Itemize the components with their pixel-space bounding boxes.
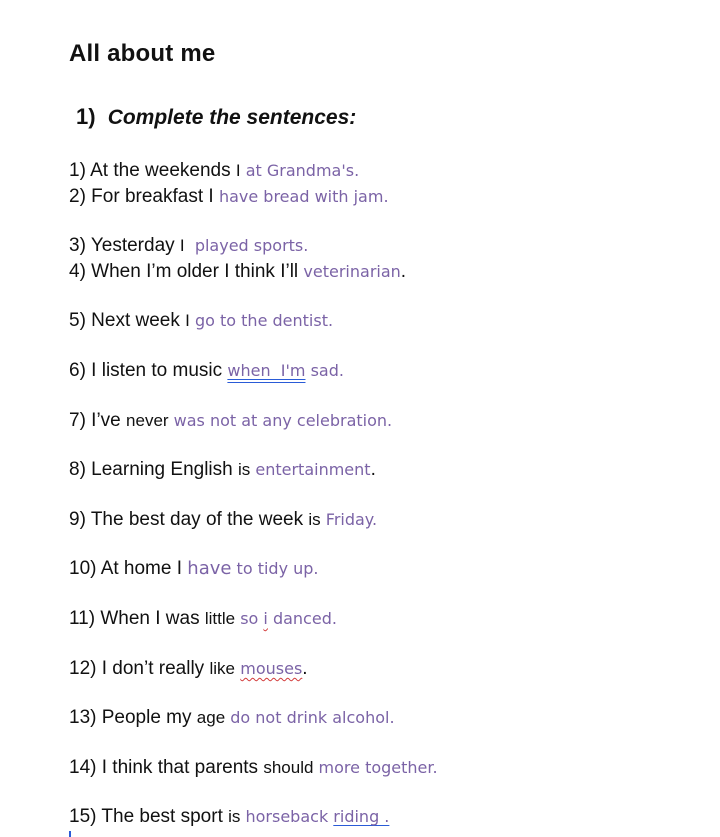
- sentence-prompt-word: is: [308, 510, 321, 529]
- sentence-prompt-word: should: [263, 758, 314, 777]
- sentence-line-5: [69, 309, 333, 333]
- sentence-line-15: [69, 805, 389, 829]
- sentence-prompt-word: I: [179, 236, 185, 255]
- sentence-prompt: 13) People my: [69, 707, 197, 728]
- page-title: All about me: [69, 40, 216, 67]
- sentence-prompt: 15) The best sport: [69, 806, 229, 827]
- sentence-line-6: [69, 359, 344, 383]
- sentence-prompt: 1) At the weekends: [69, 160, 236, 181]
- sentence-prompt: 2) For breakfast I: [69, 186, 219, 207]
- section-number: 1): [76, 104, 96, 129]
- sentence-line-8: [69, 458, 376, 482]
- sentence-answer[interactable]: so: [235, 609, 264, 628]
- sentence-end-punct: .: [400, 261, 407, 282]
- sentence-prompt: 5) Next week: [69, 310, 186, 331]
- sentence-answer[interactable]: entertainment: [250, 460, 371, 479]
- sentence-answer[interactable]: do not drink alcohol.: [225, 708, 395, 727]
- sentence-answer-marked[interactable]: i: [263, 609, 268, 628]
- sentence-end-punct: .: [370, 459, 376, 480]
- sentence-answer[interactable]: Friday.: [320, 510, 378, 529]
- sentence-line-10: [69, 557, 319, 581]
- sentence-line-12: [69, 657, 308, 681]
- text-cursor-mark: [69, 831, 71, 837]
- sentence-prompt-word: never: [126, 411, 169, 430]
- sentence-answer-word[interactable]: have: [187, 558, 232, 579]
- sentence-answer[interactable]: have bread with jam.: [218, 187, 389, 206]
- sentence-prompt-word: is: [238, 460, 251, 479]
- sentence-answer[interactable]: to tidy up.: [231, 559, 319, 578]
- sentence-line-3: [69, 234, 308, 258]
- sentence-prompt-word: I: [235, 161, 241, 180]
- sentence-line-14: [69, 756, 438, 780]
- sentence-prompt: 8) Learning English: [69, 459, 238, 480]
- sentence-answer[interactable]: horseback: [240, 807, 334, 826]
- sentence-prompt-word: little: [204, 609, 236, 628]
- sentence-prompt: 7) I’ve: [69, 410, 127, 431]
- sentence-line-2: [69, 185, 389, 209]
- sentence-line-13: [69, 706, 395, 730]
- sentence-prompt: 12) I don’t really: [69, 658, 210, 679]
- sentence-line-11: [69, 607, 337, 631]
- sentence-answer[interactable]: was not at any celebration.: [168, 411, 393, 430]
- sentence-end-punct: .: [302, 658, 308, 679]
- sentence-answer-misspelled[interactable]: mouses: [240, 659, 303, 678]
- sentence-prompt: 14) I think that parents: [69, 757, 264, 778]
- sentence-answer-underlined[interactable]: riding .: [333, 807, 390, 826]
- sentence-line-1: [69, 159, 359, 183]
- sentence-answer[interactable]: more together.: [313, 758, 438, 777]
- sentence-prompt: 11) When I was: [69, 608, 205, 629]
- sentence-line-7: [69, 409, 392, 433]
- sentence-prompt-word: like: [209, 659, 235, 678]
- sentence-prompt-word: is: [228, 807, 241, 826]
- sentence-prompt: 10) At home I: [69, 558, 188, 579]
- sentence-answer[interactable]: played sports.: [184, 236, 309, 255]
- sentence-answer[interactable]: veterinarian: [303, 262, 401, 281]
- sentence-prompt: 4) When I’m older I think I’ll: [69, 261, 304, 282]
- sentence-answer[interactable]: go to the dentist.: [189, 311, 334, 330]
- sentence-prompt: 6) I listen to music: [69, 360, 228, 381]
- sentence-prompt: 9) The best day of the week: [69, 509, 309, 530]
- sentence-prompt-word: I: [185, 311, 190, 330]
- sentence-prompt: 3) Yesterday: [69, 235, 180, 256]
- section-heading-text: Complete the sentences:: [107, 106, 357, 129]
- section-heading: [76, 104, 356, 130]
- sentence-line-4: [69, 260, 406, 284]
- sentence-answer[interactable]: at Grandma's.: [240, 161, 360, 180]
- sentence-answer-rest[interactable]: danced.: [267, 609, 337, 628]
- sentence-answer-underlined[interactable]: when I'm: [227, 361, 306, 380]
- sentence-answer[interactable]: sad.: [305, 361, 344, 380]
- sentence-line-9: [69, 508, 377, 532]
- sentence-prompt-word: age: [196, 708, 226, 727]
